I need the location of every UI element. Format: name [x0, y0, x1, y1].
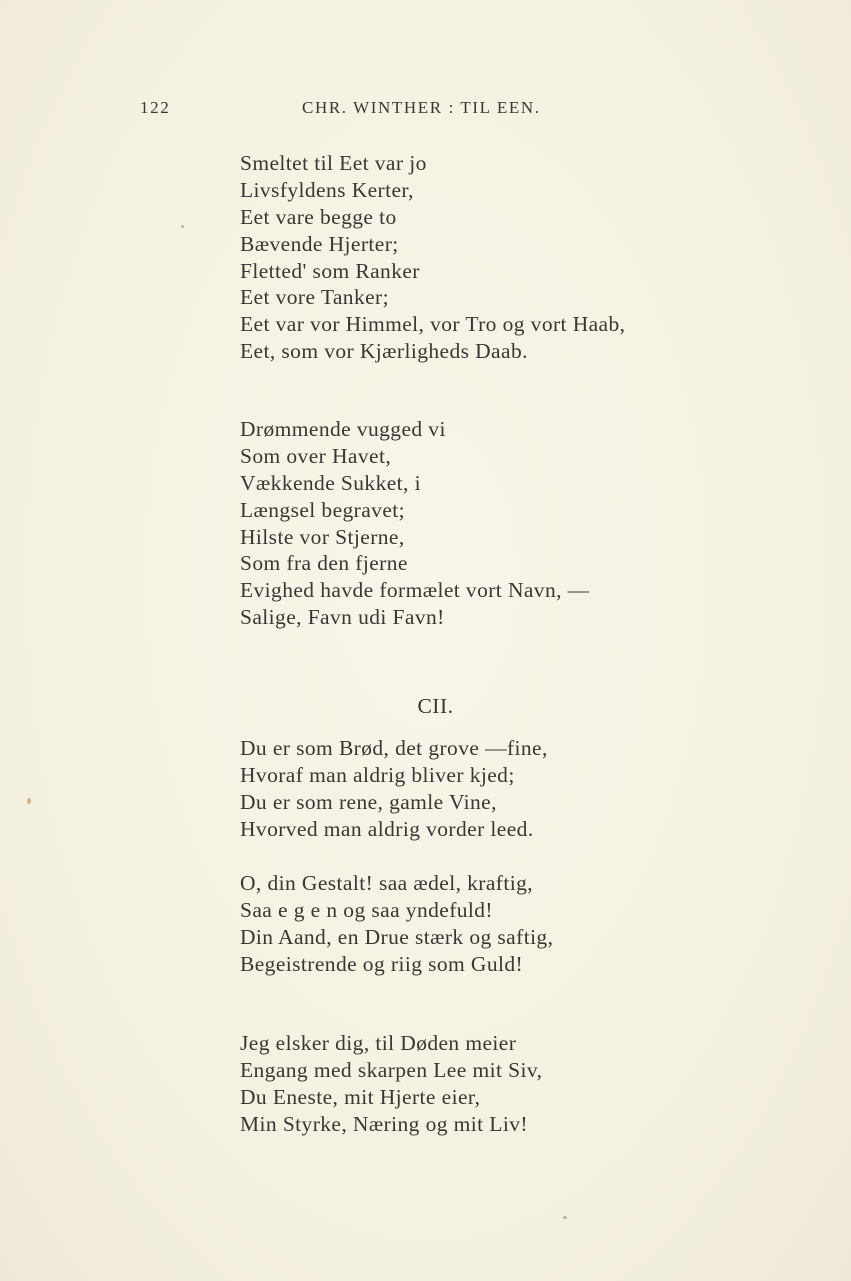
verse-line: Salige, Favn udi Favn! [240, 605, 445, 630]
verse-line: Min Styrke, Næring og mit Liv! [240, 1111, 528, 1136]
verse-line: Livsfyldens Kerter, [240, 177, 414, 202]
verse-line: Begeistrende og riig som Guld! [240, 951, 524, 976]
verse-line: Vækkende Sukket, i [240, 470, 421, 495]
verse-line: Eet vore Tanker; [240, 285, 389, 310]
verse-line: Saa e g e n og saa yndefuld! [240, 897, 493, 922]
page-number: 122 [140, 98, 171, 117]
running-title: CHR. WINTHER : TIL EEN. [302, 98, 541, 117]
verse-line: Du er som rene, gamle Vine, [240, 789, 497, 814]
verse-line: Som fra den fjerne [240, 551, 408, 576]
poem-heading: CII. [417, 694, 454, 718]
stanza-cii-3 [240, 1030, 542, 1138]
stanza-continued-1 [240, 150, 625, 365]
verse-line: Du er som Brød, det grove —fine, [240, 736, 548, 760]
verse-line: Smeltet til Eet var jo [240, 151, 427, 175]
verse-line: O, din Gestalt! saa ædel, kraftig, [240, 871, 534, 895]
verse-line: Du Eneste, mit Hjerte eier, [240, 1084, 481, 1109]
verse-line: Hvorved man aldrig vorder leed. [240, 816, 534, 841]
paper-speck [563, 1216, 567, 1219]
stanza-cii-1 [240, 735, 548, 843]
verse-line: Engang med skarpen Lee mit Siv, [240, 1057, 543, 1082]
verse-line: Længsel begravet; [240, 497, 406, 522]
verse-line: Drømmende vugged vi [240, 417, 446, 441]
stanza-continued-2 [240, 416, 590, 631]
verse-line: Fletted' som Ranker [240, 258, 420, 283]
verse-line: Som over Havet, [240, 443, 392, 468]
paper-speck [181, 225, 184, 228]
verse-line: Bævende Hjerter; [240, 231, 399, 256]
verse-line: Evighed havde formælet vort Navn, — [240, 578, 590, 603]
verse-line: Eet, som vor Kjærligheds Daab. [240, 339, 528, 364]
paper-speck [27, 798, 31, 804]
running-head [0, 98, 851, 122]
verse-line: Din Aand, en Drue stærk og saftig, [240, 924, 554, 949]
verse-line: Hvoraf man aldrig bliver kjed; [240, 762, 515, 787]
verse-line: Jeg elsker dig, til Døden meier [240, 1031, 517, 1055]
stanza-cii-2 [240, 870, 553, 978]
verse-line: Eet vare begge to [240, 204, 397, 229]
verse-line: Eet var vor Himmel, vor Tro og vort Haab, [240, 312, 626, 337]
verse-line: Hilste vor Stjerne, [240, 524, 405, 549]
